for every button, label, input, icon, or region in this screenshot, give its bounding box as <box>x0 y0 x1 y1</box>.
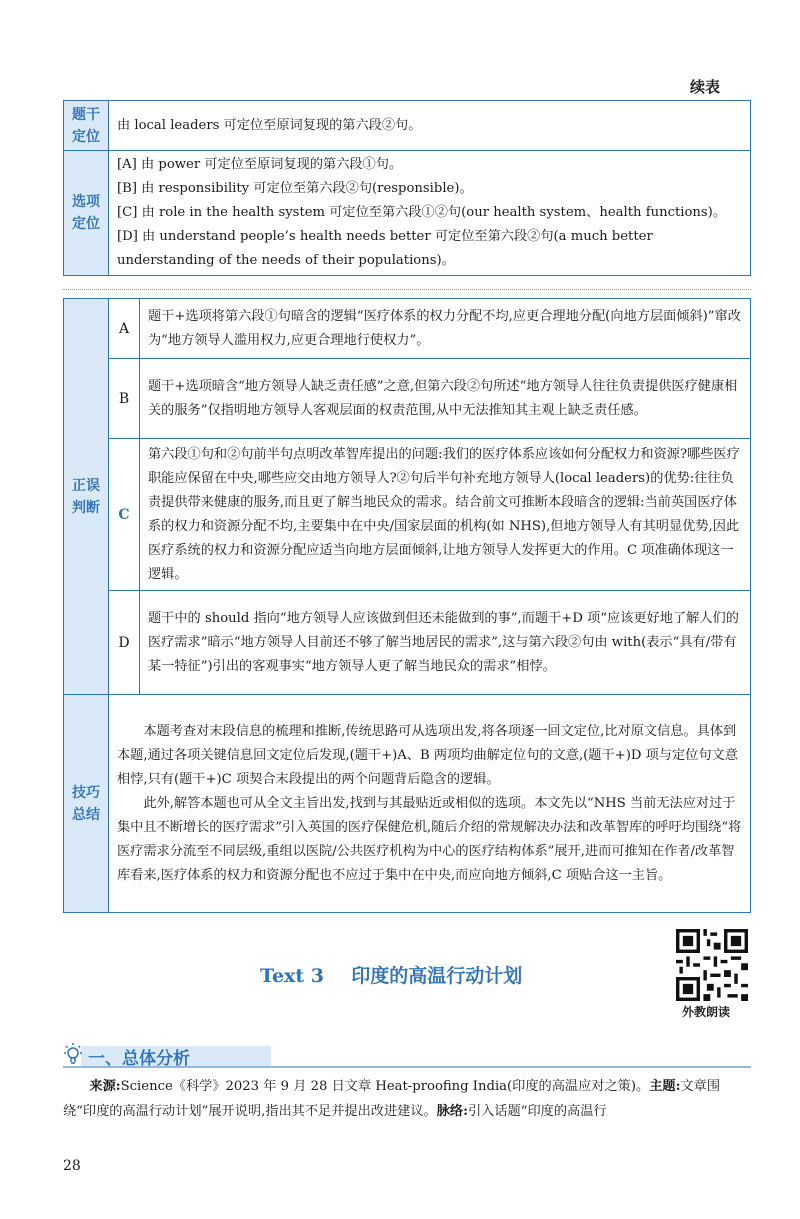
table-row <box>64 695 751 913</box>
option-text: 题干+选项将第六段①句暗含的逻辑“医疗体系的权力分配不均,应更合理地分配(向地方层面倾斜)”窜改为“地方领导人滥用权力,应更合理地行使权力”。 <box>140 299 751 359</box>
bulb-icon <box>62 1042 84 1066</box>
row-label: 题干 定位 <box>64 101 109 151</box>
table-row <box>64 151 751 276</box>
option-letter: B <box>109 359 140 439</box>
option-letter: A <box>109 299 140 359</box>
row-label: 选项 定位 <box>64 151 109 276</box>
qr-label: 外教朗读 <box>682 1005 731 1019</box>
table-row <box>64 299 751 359</box>
option-text: 题干+选项暗含“地方领导人缺乏责任感”之意,但第六段②句所述“地方领导人往往负责提供医疗健康相关的服务”仅指明地方领导人客观层面的权责范围,从中无法推知其主观上缺乏责任感。 <box>140 359 751 439</box>
option-letter-correct: C <box>109 439 140 591</box>
skill-label: 技巧 总结 <box>64 695 109 913</box>
section-title: 一、总体分析 <box>88 1049 190 1069</box>
page-number: 28 <box>63 1158 81 1174</box>
intro-paragraph: 来源:Science《科学》2023 年 9 月 28 日文章 Heat-proofing India(印度的高温应对之策)。主题:文章围绕“印度的高温行动计划”展开说明,指出其不足并提出改进建议。脉络:引入话题“印度的高温行 <box>63 1079 721 1119</box>
skill-text: 本题考查对末段信息的梳理和推断,传统思路可从选项出发,将各项逐一回文定位,比对原文信息。具体到本题,通过各项关键信息回文定位后发现,(题干+)A、B 两项均曲解定位句的文意,(题干+)D 项与定位句文意相悖,只有(题干+)C 项契合末段提出的两个问题背后隐含的逻辑。 此外,解答本题也可从全文主旨出发,找到与其最贴近或相似的选项。本文先以“NHS 当前无法应对过于集中且不断增长的医疗需求”引入英国的医疗保健危机,随后介绍的常规解决办法和改革智库的呼吁均围绕“将医疗需求分流至不同层级,重组以医院/公共医疗机构为中心的医疗结构体系”展开,进而可推知在作者/改革智库看来,医疗体系的权力和资源分配也不应过于集中在中央,而应向地方倾斜,C 项贴合这一主旨。 <box>109 695 751 913</box>
option-text: 第六段①句和②句前半句点明改革智库提出的问题:我们的医疗体系应该如何分配权力和资源?哪些医疗职能应保留在中央,哪些应交由地方领导人?②句后半句补充地方领导人(local leaders)的优势:往往负责提供带来健康的服务,而且更了解当地民众的需求。结合前文可推断本段暗含的逻辑:当前英国医疗体系的权力和资源分配不均,主要集中在中央/国家层面的机构(如 NHS),但地方领导人有其明显优势,因此医疗系统的权力和资源分配应适当向地方层面倾斜,让地方领导人发挥更大的作用。C 项准确体现这一逻辑。 <box>140 439 751 591</box>
judge-label: 正误 判断 <box>64 299 109 695</box>
analysis-table <box>63 298 751 913</box>
dotted-divider <box>63 289 751 290</box>
option-text: 题干中的 should 指向“地方领导人应该做到但还未能做到的事”,而题干+D 项“应该更好地了解人们的医疗需求”暗示“地方领导人目前还不够了解当地居民的需求”,这与第六段②句由 with(表示“具有/带有某一特征”)引出的客观事实“地方领导人更了解当地民众的需求”相悖。 <box>140 591 751 695</box>
location-table <box>63 100 751 276</box>
text3-title: Text 3 印度的高温行动计划 <box>260 965 523 987</box>
table-row <box>64 359 751 439</box>
option-letter: D <box>109 591 140 695</box>
table-row <box>64 101 751 151</box>
continued-label: 续表 <box>690 78 721 96</box>
table-row <box>64 439 751 591</box>
row-text: 由 local leaders 可定位至原词复现的第六段②句。 <box>109 101 751 151</box>
row-text: [A] 由 power 可定位至原词复现的第六段①句。 [B] 由 responsibility 可定位至第六段②句(responsible)。 [C] 由 role in the health system 可定位至第六段①②句(our health system、health functions)。 [D] 由 understand people’s health needs better 可定位至第六段②句(a much better understanding of the needs of their populations)。 <box>109 151 751 276</box>
table-row <box>64 591 751 695</box>
qr-code-icon[interactable] <box>676 929 748 1001</box>
